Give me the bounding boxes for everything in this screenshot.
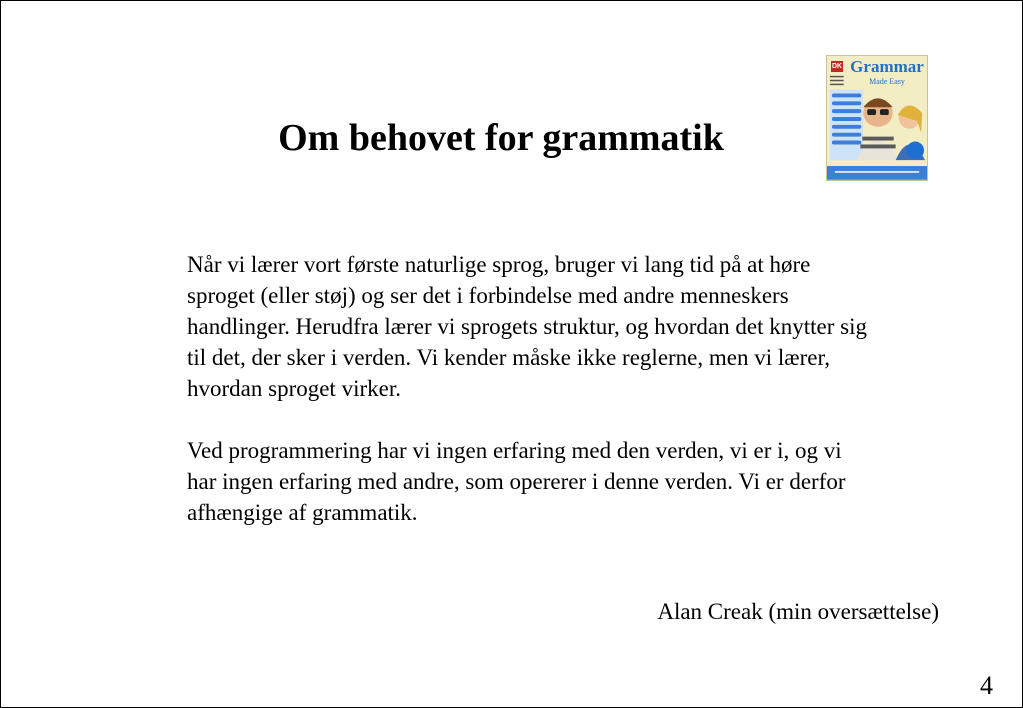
cover-boy-stripe xyxy=(862,137,893,141)
cover-text-line xyxy=(830,76,844,77)
cover-bubble xyxy=(832,141,861,145)
cover-boy-glasses-left xyxy=(867,109,876,115)
cover-bubble xyxy=(832,101,861,105)
cover-bubble xyxy=(832,133,861,137)
cover-bubble xyxy=(832,117,861,121)
quote-attribution: Alan Creak (min oversættelse) xyxy=(657,599,939,624)
page-number: 4 xyxy=(980,671,993,700)
book-cover-title: Grammar xyxy=(850,57,924,76)
slide-title: Om behovet for grammatik xyxy=(278,117,724,159)
cover-bottom-text xyxy=(835,171,919,173)
book-cover-subtitle: Made Easy xyxy=(869,77,905,86)
paragraph-programming: Ved programmering har vi ingen erfaring med den verden, vi er i, og vi har ingen erfaring med andre, som opererer i denne verden. Vi er derfor afhængige af grammatik. xyxy=(187,438,846,525)
cover-boy-stripe xyxy=(860,144,895,148)
cover-bubble xyxy=(832,125,861,129)
cover-boy-hair xyxy=(863,98,892,107)
cover-text-line xyxy=(830,80,844,81)
cover-bubble xyxy=(832,109,861,113)
cover-text-line xyxy=(830,84,844,85)
book-cover-image xyxy=(826,55,928,181)
cover-bubble xyxy=(832,93,861,97)
paragraph-first-language: Når vi lærer vort første naturlige sprog, bruger vi lang tid på at høre sproget (eller støj) og ser det i forbindelse med andre menneskers handlinger. Herudfra lærer vi sprogets struktur, og hvordan det knytter sig til det, der sker i verden. Vi kender måske ikke reglerne, men vi lærer, hvordan sproget virker. xyxy=(187,252,867,401)
slide-body xyxy=(187,249,867,528)
cover-age-badge xyxy=(906,142,924,160)
publisher-logo: DK xyxy=(831,63,843,70)
cover-boy-glasses-right xyxy=(880,109,889,115)
